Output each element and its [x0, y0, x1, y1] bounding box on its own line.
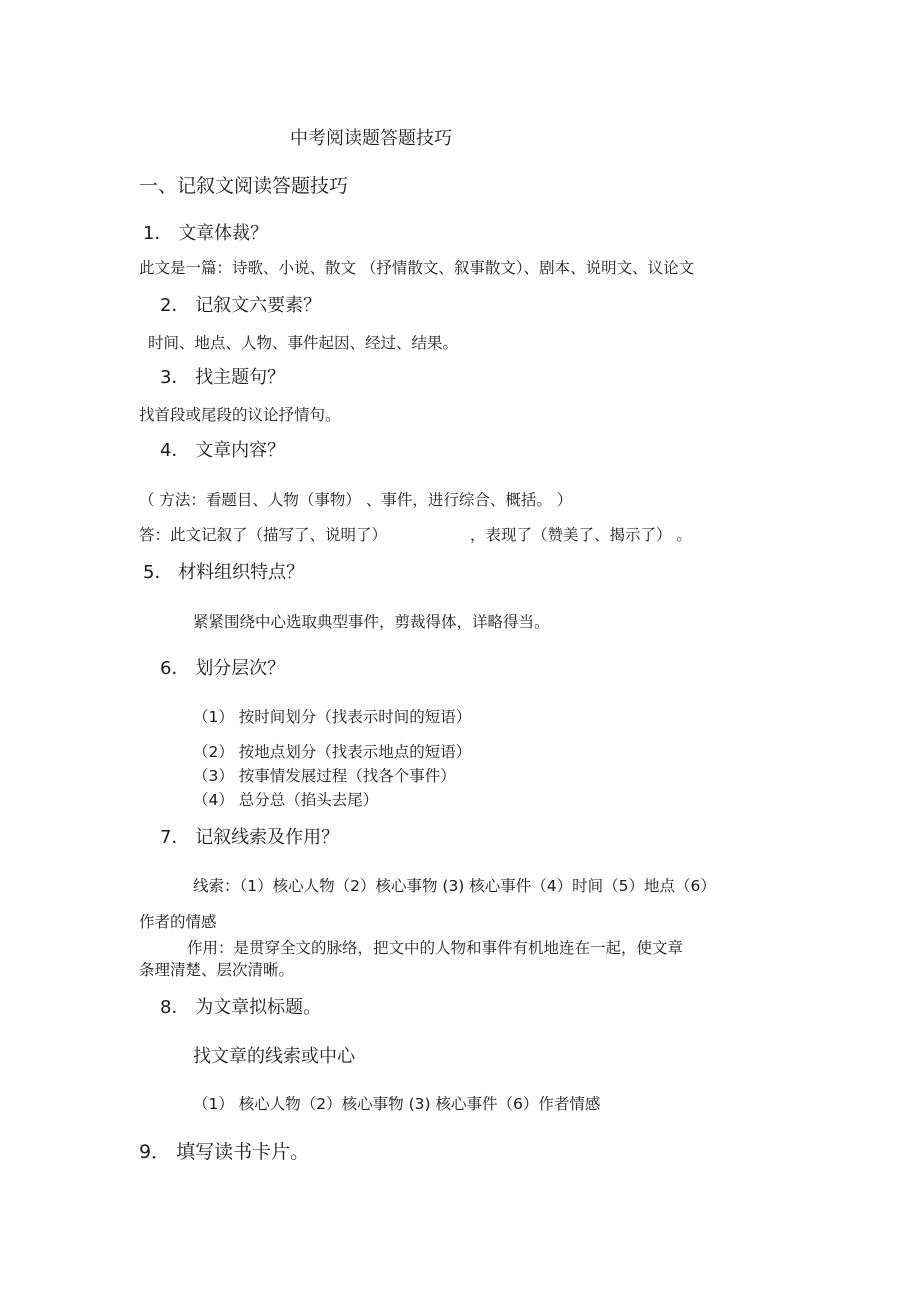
answer-7-clue-line1: 线索：（1）核心人物（2）核心事物 (3) 核心事件（4）时间（5）地点（6） [193, 877, 716, 895]
answer-3: 找首段或尾段的议论抒情句。 [139, 406, 341, 424]
question-6 [160, 660, 285, 678]
question-text: 为文章拟标题。 [195, 997, 322, 1018]
question-number: 8． [160, 997, 190, 1018]
question-number: 3． [160, 367, 190, 388]
question-9 [139, 1143, 309, 1162]
answer-2: 时间、地点、人物、事件起因、经过、结果。 [148, 334, 459, 352]
answer-8-text: 找文章的线索或中心 [193, 1046, 355, 1067]
answer-4-template-part1: 答：此文记叙了（描写了、说明了） [139, 526, 388, 544]
answer-4-template-part2: ，表现了（赞美了、揭示了） 。 [470, 526, 692, 544]
question-text: 记叙线索及作用？ [195, 827, 340, 848]
question-7 [160, 829, 339, 847]
question-2 [160, 297, 321, 315]
question-8 [160, 999, 321, 1017]
question-3 [160, 369, 285, 387]
question-text: 划分层次？ [195, 658, 286, 679]
answer-6-item: （4） 总分总（掐头去尾） [193, 791, 379, 809]
question-number: 7． [160, 827, 190, 848]
question-1 [143, 225, 268, 243]
answer-6-item: （3） 按事情发展过程（找各个事件） [193, 767, 456, 785]
question-4 [160, 442, 285, 460]
answer-8-items: （1） 核心人物（2）核心事物 (3) 核心事件（6）作者情感 [193, 1095, 601, 1113]
question-text: 找主题句？ [195, 367, 286, 388]
question-text: 文章内容？ [195, 440, 286, 461]
answer-4-method: （ 方法：看题目、人物（事物） 、事件，进行综合、概括。 ） [139, 491, 573, 509]
doc-title: 中考阅读题答题技巧 [290, 128, 452, 149]
question-number: 1． [143, 223, 173, 244]
question-text: 文章体裁？ [178, 223, 269, 244]
question-5 [143, 564, 304, 582]
question-number: 6． [160, 658, 190, 679]
answer-7-use-line2: 条理清楚、层次清晰。 [139, 961, 295, 979]
answer-6-item: （2） 按地点划分（找表示地点的短语） [193, 743, 472, 761]
section-heading: 一、记叙文阅读答题技巧 [139, 175, 349, 197]
question-text: 填写读书卡片。 [176, 1141, 310, 1163]
question-number: 5． [143, 562, 173, 583]
question-number: 2． [160, 295, 190, 316]
question-number: 4． [160, 440, 190, 461]
question-text: 记叙文六要素？ [195, 295, 322, 316]
question-text: 材料组织特点？ [178, 562, 305, 583]
answer-7-clue-line2: 作者的情感 [139, 913, 217, 931]
answer-1: 此文是一篇：诗歌、小说、散文 （抒情散文、叙事散文）、剧本、说明文、议论文 [139, 259, 695, 277]
question-number: 9． [139, 1141, 171, 1163]
answer-7-use-line1: 作用：是贯穿全文的脉络，把文中的人物和事件有机地连在一起，使文章 [187, 939, 684, 957]
answer-6-item: （1） 按时间划分（找表示时间的短语） [193, 708, 472, 726]
answer-5: 紧紧围绕中心选取典型事件，剪裁得体，详略得当。 [193, 613, 550, 631]
